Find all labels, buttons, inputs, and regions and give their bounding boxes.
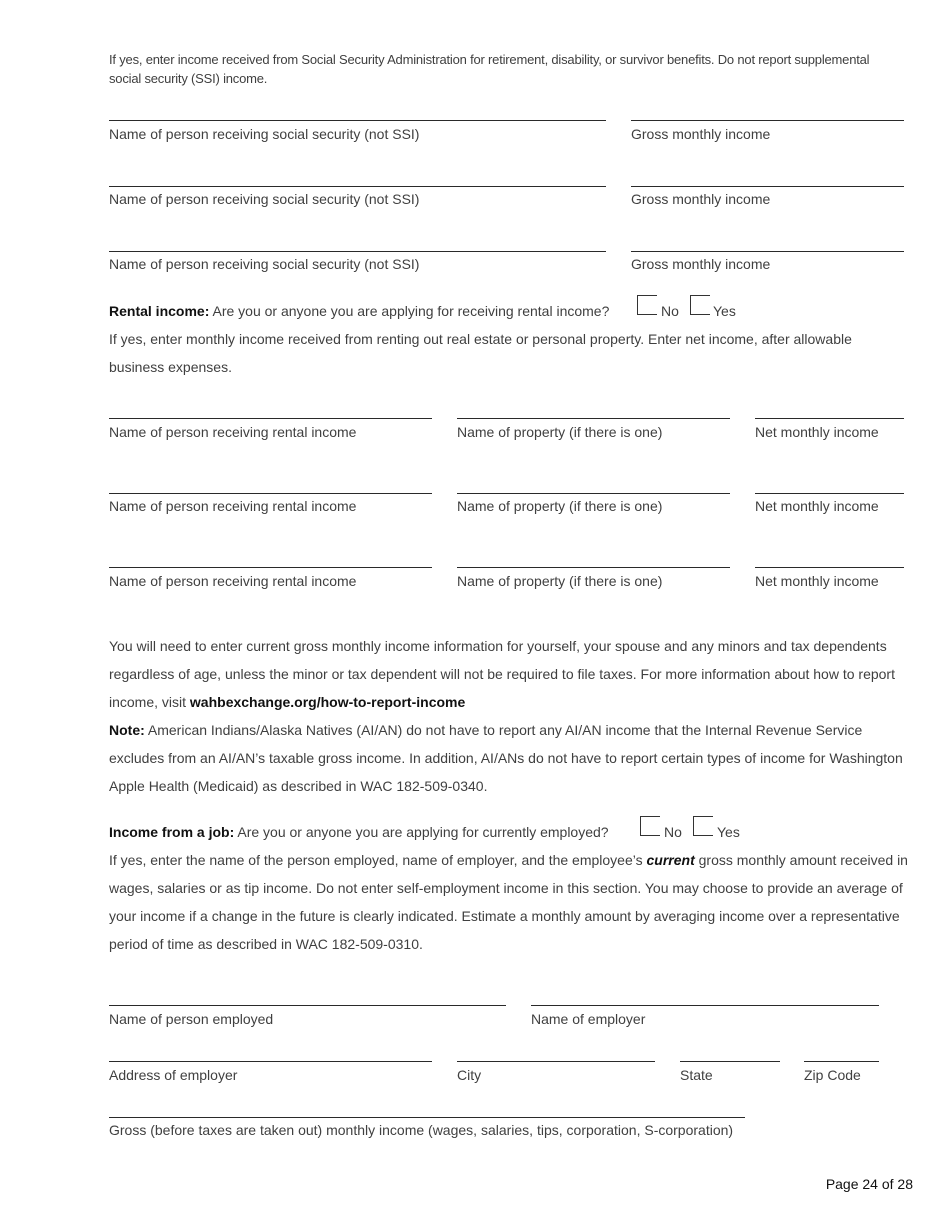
rental-question-text: Are you or anyone you are applying for receiving rental income? <box>212 303 610 319</box>
person-employed-label: Name of person employed <box>109 1011 274 1027</box>
ss-name-label: Name of person receiving social security (not SSI) <box>109 191 420 207</box>
ss-intro-text: If yes, enter income received from Social Security Administration for retirement, disability, or survivor benefits. Do not report supplemental social security (SSI) income. <box>109 52 870 86</box>
job-yes-checkbox[interactable] <box>693 816 713 836</box>
rental-yes-label: Yes <box>713 303 736 319</box>
rental-name-field-2[interactable] <box>109 493 432 494</box>
job-no-label: No <box>664 824 682 840</box>
job-instr-before: If yes, enter the name of the person employed, name of employer, and the employee’s <box>109 852 647 868</box>
income-info-text: You will need to enter current gross monthly income information for yourself, your spouse and any minors and tax dependents regardless of age, unless the minor or tax dependent will not be required to file taxes. For more information about how to report income, visit <box>109 638 895 710</box>
employer-name-field[interactable] <box>531 1005 879 1006</box>
job-no-checkbox[interactable] <box>640 816 660 836</box>
rental-no-label: No <box>661 303 679 319</box>
job-heading: Income from a job: <box>109 824 235 840</box>
ss-name-label: Name of person receiving social security (not SSI) <box>109 256 420 272</box>
ss-name-label: Name of person receiving social security (not SSI) <box>109 126 420 142</box>
job-instr-emphasis: current <box>646 852 695 868</box>
job-yes-label: Yes <box>717 824 740 840</box>
ss-name-field-2[interactable] <box>109 186 606 187</box>
rental-heading: Rental income: <box>109 303 210 319</box>
ss-income-label: Gross monthly income <box>631 126 771 142</box>
aian-note <box>109 716 909 800</box>
ss-income-field-1[interactable] <box>631 120 904 121</box>
rental-income-field-1[interactable] <box>755 418 904 419</box>
ss-income-label: Gross monthly income <box>631 256 771 272</box>
rental-income-label: Net monthly income <box>755 573 879 589</box>
report-income-link[interactable]: wahbexchange.org/how-to-report-income <box>189 694 466 710</box>
job-question <box>109 818 609 846</box>
rental-property-field-1[interactable] <box>457 418 730 419</box>
rental-instructions: If yes, enter monthly income received from renting out real estate or personal property. Enter net income, after allowable business expenses. <box>109 331 852 375</box>
city-label: City <box>457 1067 482 1083</box>
rental-income-field-3[interactable] <box>755 567 904 568</box>
rental-name-field-3[interactable] <box>109 567 432 568</box>
person-employed-field[interactable] <box>109 1005 506 1006</box>
rental-property-label: Name of property (if there is one) <box>457 498 663 514</box>
page-number: Page 24 of 28 <box>825 1176 913 1192</box>
rental-yes-checkbox[interactable] <box>690 295 710 315</box>
rental-name-label: Name of person receiving rental income <box>109 573 357 589</box>
note-label: Note: <box>109 722 145 738</box>
rental-name-label: Name of person receiving rental income <box>109 424 357 440</box>
ss-income-label: Gross monthly income <box>631 191 771 207</box>
zip-code-field[interactable] <box>804 1061 879 1062</box>
job-question-text: Are you or anyone you are applying for currently employed? <box>237 824 609 840</box>
rental-no-checkbox[interactable] <box>637 295 657 315</box>
gross-income-label: Gross (before taxes are taken out) monthly income (wages, salaries, tips, corporation, S-corporation) <box>109 1122 734 1138</box>
rental-property-label: Name of property (if there is one) <box>457 424 663 440</box>
gross-income-field[interactable] <box>109 1117 745 1118</box>
income-info-paragraph <box>109 632 909 716</box>
rental-name-label: Name of person receiving rental income <box>109 498 357 514</box>
state-label: State <box>680 1067 713 1083</box>
job-instr-after: gross monthly amount received in wages, salaries or as tip income. Do not enter self-employment income in this section. You may choose to provide an average of your income if a change in the future is clearly indicated. Estimate a monthly amount by averaging income over a representative period of time as described in WAC 182-509-0310. <box>109 852 908 952</box>
rental-property-label: Name of property (if there is one) <box>457 573 663 589</box>
state-field[interactable] <box>680 1061 780 1062</box>
rental-property-field-2[interactable] <box>457 493 730 494</box>
rental-income-label: Net monthly income <box>755 498 879 514</box>
rental-question <box>109 297 609 325</box>
zip-code-label: Zip Code <box>804 1067 861 1083</box>
employer-name-label: Name of employer <box>531 1011 646 1027</box>
city-field[interactable] <box>457 1061 655 1062</box>
ss-name-field-1[interactable] <box>109 120 606 121</box>
ss-name-field-3[interactable] <box>109 251 606 252</box>
job-instructions <box>109 846 909 958</box>
ss-income-field-3[interactable] <box>631 251 904 252</box>
employer-address-label: Address of employer <box>109 1067 238 1083</box>
rental-name-field-1[interactable] <box>109 418 432 419</box>
rental-income-field-2[interactable] <box>755 493 904 494</box>
employer-address-field[interactable] <box>109 1061 432 1062</box>
ss-income-field-2[interactable] <box>631 186 904 187</box>
rental-income-label: Net monthly income <box>755 424 879 440</box>
note-text: American Indians/Alaska Natives (AI/AN) do not have to report any AI/AN income that the Internal Revenue Service excludes from an AI/AN’s taxable gross income. In addition, AI/ANs do not have to report certain types of income for Washington Apple Health (Medicaid) as described in WAC 182-509-0340. <box>109 722 903 794</box>
rental-property-field-3[interactable] <box>457 567 730 568</box>
